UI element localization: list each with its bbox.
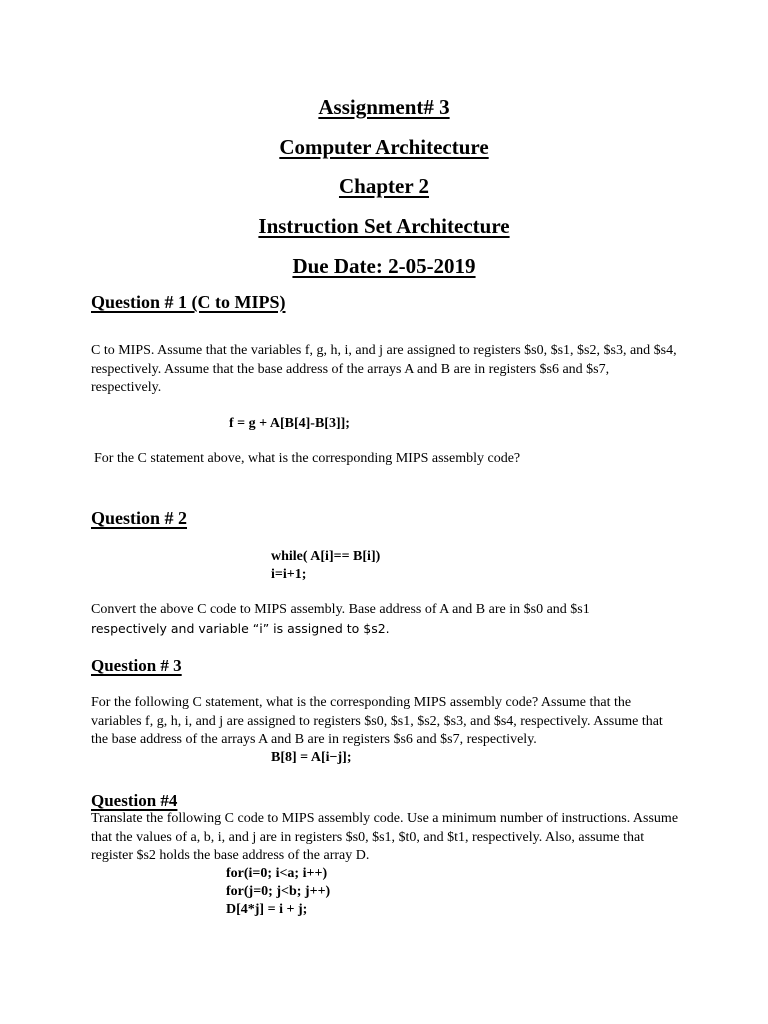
question-2-text-line-1: Convert the above C code to MIPS assembly. Base address of A and B are in $s0 and $s1 (91, 602, 590, 617)
question-3-text: For the following C statement, what is the corresponding MIPS assembly code? Assume that the variables f, g, h, i, and j are assigned to registers $s0, $s1, $s2, $s3, and $s4, respectively. Assume that the base address of the arrays A and B are in registers $s6 and $s7, respectively. (91, 695, 663, 747)
question-4-code-line-3: D[4*j] = i + j; (226, 902, 308, 917)
question-1-prompt: For the C statement above, what is the corresponding MIPS assembly code? (94, 451, 521, 466)
chapter-title: Chapter 2 (338, 174, 430, 198)
question-1-intro: C to MIPS. Assume that the variables f, g, h, i, and j are assigned to registers $s0, $s1, $s2, $s3, and $s4, respectively. Assume that the base address of the arrays A and B are in registers $s6 and $s7, respectively. (91, 343, 677, 395)
question-4-code-line-2: for(j=0; j<b; j++) (226, 884, 331, 899)
question-4-heading: Question #4 (91, 791, 178, 810)
question-2-code-line-2: i=i+1; (271, 567, 307, 582)
question-1-heading: Question # 1 (C to MIPS) (91, 292, 286, 312)
question-3-code: B[8] = A[i−j]; (271, 750, 352, 765)
due-date: Due Date: 2-05-2019 (292, 254, 476, 278)
question-4-code-line-1: for(i=0; i<a; i++) (226, 866, 328, 881)
question-2-text-line-2: respectively and variable “i” is assigned to $s2. (91, 621, 390, 636)
question-1-code: f = g + A[B[4]-B[3]]; (229, 416, 350, 431)
question-4-text: Translate the following C code to MIPS assembly code. Use a minimum number of instructions. Assume that the values of a, b, i, and j are in registers $s0, $s1, $t0, and $t1, respectively. Also, assume that register $s2 holds the base address of the array D. (91, 811, 679, 863)
question-2-heading: Question # 2 (91, 508, 188, 528)
topic-title: Instruction Set Architecture (258, 214, 510, 238)
question-3-heading: Question # 3 (91, 656, 182, 675)
assignment-title: Assignment# 3 (318, 95, 450, 119)
question-2-code-line-1: while( A[i]== B[i]) (271, 549, 381, 564)
course-title: Computer Architecture (279, 135, 489, 159)
